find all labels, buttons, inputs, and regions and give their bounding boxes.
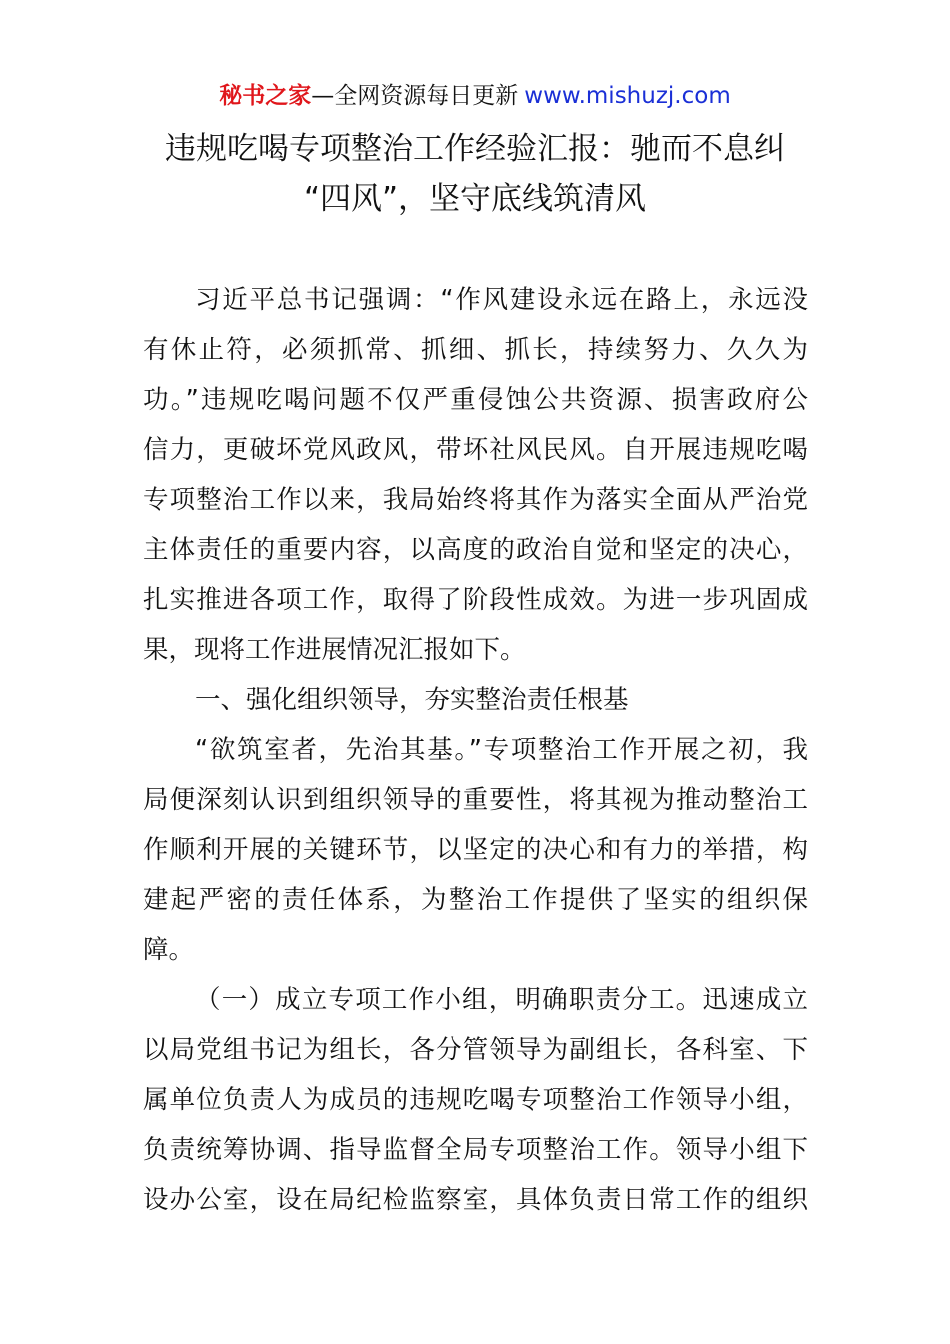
title-line-2: “四风”，坚守底线筑清风 (303, 181, 647, 217)
paragraph-line: 专项整治工作以来，我局始终将其作为落实全面从严治党 (143, 485, 808, 515)
site-url-link[interactable]: www.mishuzj.com (524, 83, 731, 109)
paragraph-line: 负责统筹协调、指导监督全局专项整治工作。领导小组下 (143, 1135, 808, 1165)
title-line-1: 违规吃喝专项整治工作经验汇报：驰而不息纠 (165, 131, 785, 167)
paragraph-line: 作顺利开展的关键环节，以坚定的决心和有力的举措，构 (143, 835, 808, 865)
paragraph-line: 功。”违规吃喝问题不仅严重侵蚀公共资源、损害政府公 (143, 385, 808, 415)
paragraph-line: 习近平总书记强调：“作风建设永远在路上，永远没 (195, 285, 808, 315)
paragraph-line: 属单位负责人为成员的违规吃喝专项整治工作领导小组， (143, 1085, 808, 1115)
paragraph-line: 果，现将工作进展情况汇报如下。 (143, 635, 526, 665)
paragraph-line: 扎实推进各项工作，取得了阶段性成效。为进一步巩固成 (143, 585, 808, 615)
paragraph-line: 信力，更破坏党风政风，带坏社风民风。自开展违规吃喝 (143, 435, 808, 465)
section-heading: 一、强化组织领导，夯实整治责任根基 (195, 685, 629, 715)
paragraph-line: “欲筑室者，先治其基。”专项整治工作开展之初，我 (195, 735, 808, 765)
document-body (143, 275, 808, 1225)
paragraph-line: 设办公室，设在局纪检监察室，具体负责日常工作的组织 (143, 1185, 808, 1215)
paragraph-line: 建起严密的责任体系，为整治工作提供了坚实的组织保 (143, 885, 808, 915)
brand-name: 秘书之家 (219, 83, 312, 109)
paragraph-line: 有休止符，必须抓常、抓细、抓长，持续努力、久久为 (143, 335, 808, 365)
paragraph-line: 障。 (143, 935, 195, 965)
paragraph-line: 局便深刻认识到组织领导的重要性，将其视为推动整治工 (143, 785, 808, 815)
paragraph-line: 主体责任的重要内容，以高度的政治自觉和坚定的决心， (143, 535, 808, 565)
document-title (0, 124, 950, 224)
paragraph-line: （一）成立专项工作小组，明确职责分工。迅速成立 (195, 985, 808, 1015)
header-tagline: —全网资源每日更新 (311, 83, 519, 109)
watermark-header (0, 80, 950, 112)
paragraph-line: 以局党组书记为组长，各分管领导为副组长，各科室、下 (143, 1035, 808, 1065)
